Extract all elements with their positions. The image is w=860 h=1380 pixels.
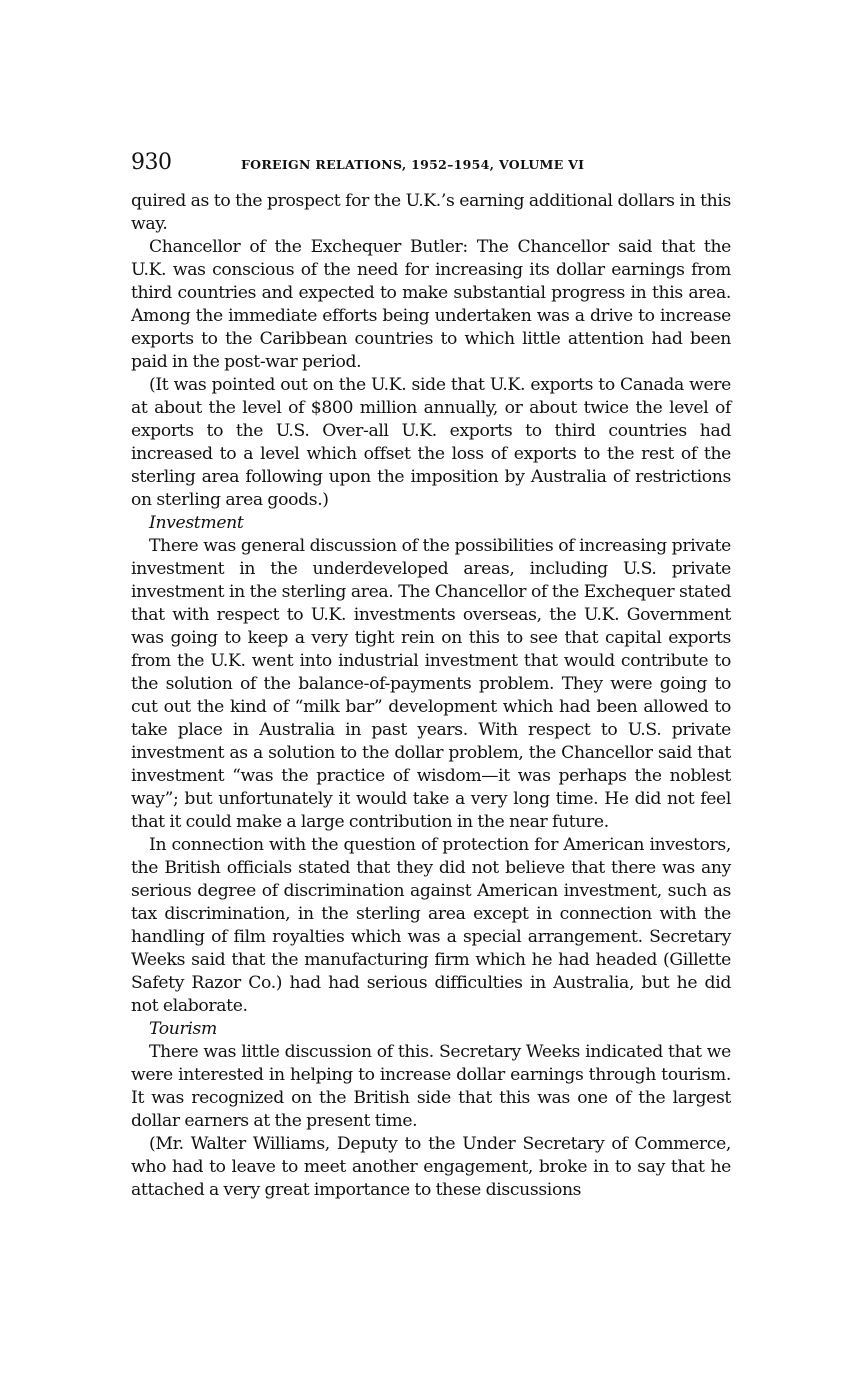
paragraph-protection: In connection with the question of protection for American investors, the British officials stated that they did not believe that there was any serious degree of discrimination against American investment, such as tax discrimination, in the sterling area except in connection with the handling of film royalties which was a special arrangement. Secretary Weeks said that the manufacturing firm which he had headed (Gillette Safety Razor Co.) had had serious difficulties in Australia, but he did not elaborate. xyxy=(131,835,731,1016)
section-heading-investment: Investment xyxy=(149,513,244,533)
page-number: 930 xyxy=(131,150,172,175)
paragraph-chancellor: Chancellor of the Exchequer Butler: The Chancellor said that the U.K. was conscious of the need for increasing its dollar earnings from third countries and expected to make substantial progress in this area. Among the immediate efforts being undertaken was a drive to increase exports to the Caribbean countries to which little attention had been paid in the post-war period. xyxy=(131,237,731,372)
body-text xyxy=(131,190,731,1202)
running-head: FOREIGN RELATIONS, 1952–1954, VOLUME VI xyxy=(241,157,585,172)
paragraph-tourism: There was little discussion of this. Secretary Weeks indicated that we were interested in helping to increase dollar earnings through tourism. It was recognized on the British side that this was one of the largest dollar earners at the present time. xyxy=(131,1042,731,1131)
page-header xyxy=(131,150,731,184)
paragraph-investment: There was general discussion of the possibilities of increasing private investment in the underdeveloped areas, including U.S. private investment in the sterling area. The Chancellor of the Exchequer stated that with respect to U.K. investments overseas, the U.K. Government was going to keep a very tight rein on this to see that capital exports from the U.K. went into industrial investment that would contribute to the solution of the balance-of-payments problem. They were going to cut out the kind of “milk bar” development which had been allowed to take place in Australia in past years. With respect to U.S. private investment as a solution to the dollar problem, the Chancellor said that investment “was the practice of wisdom—it was perhaps the noblest way”; but unfortunately it would take a very long time. He did not feel that it could make a large contribution in the near future. xyxy=(131,536,731,832)
section-heading-tourism: Tourism xyxy=(149,1019,217,1039)
document-page xyxy=(131,150,731,1202)
paragraph-uk-exports: (It was pointed out on the U.K. side that U.K. exports to Canada were at about the level of $800 million annually, or about twice the level of exports to the U.S. Over-all U.K. exports to third countries had increased to a level which offset the loss of exports to the rest of the sterling area following upon the imposition by Australia of restrictions on sterling area goods.) xyxy=(131,375,731,510)
paragraph-continued: quired as to the prospect for the U.K.’s earning additional dollars in this way. xyxy=(131,191,731,234)
paragraph-williams: (Mr. Walter Williams, Deputy to the Under Secretary of Commerce, who had to leave to meet another engagement, broke in to say that he attached a very great importance to these discussions xyxy=(131,1134,731,1200)
